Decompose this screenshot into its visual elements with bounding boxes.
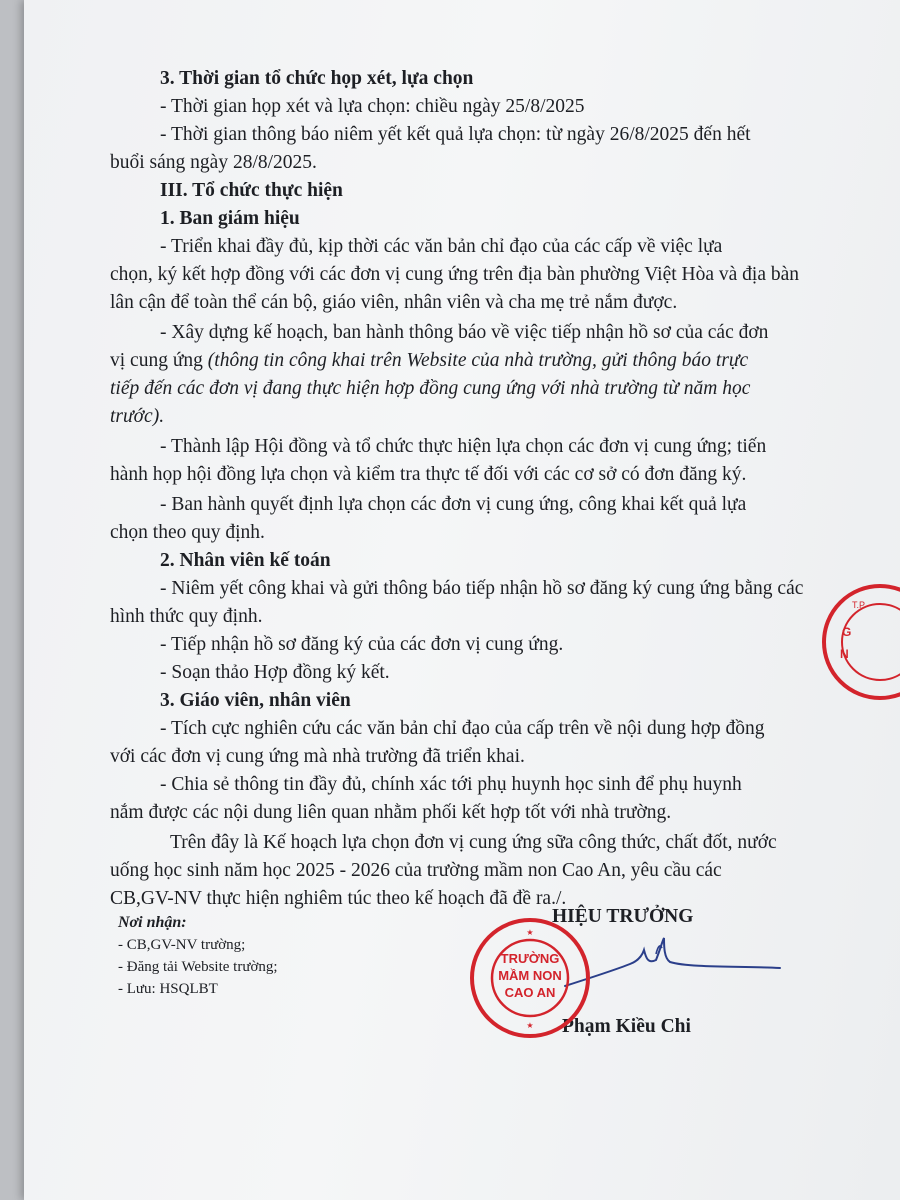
school-seal (468, 916, 592, 1040)
accountant-p3: - Soạn thảo Hợp đồng ký kết. (160, 662, 390, 683)
board-p2-l1: - Xây dựng kế hoạch, ban hành thông báo về việc tiếp nhận hồ sơ của các đơn (160, 322, 769, 343)
seal-line3: CAO AN (504, 985, 556, 1000)
teachers-heading: 3. Giáo viên, nhân viên (160, 690, 351, 711)
board-p2-l3: tiếp đến các đơn vị đang thực hiện hợp đồng cung ứng với nhà trường từ năm học (110, 378, 751, 399)
svg-text:★: ★ (526, 1021, 534, 1030)
closing-l2: uống học sinh năm học 2025 - 2026 của trường mầm non Cao An, yêu cầu các (110, 860, 722, 881)
principal-title: HIỆU TRƯỞNG (552, 906, 694, 927)
board-p3-l1: - Thành lập Hội đồng và tổ chức thực hiện lựa chọn các đơn vị cung ứng; tiến (160, 436, 767, 457)
svg-text:T.P: T.P (852, 600, 866, 610)
board-p2-l2-italic: (thông tin công khai trên Website của nhà trường, gửi thông báo trực (207, 350, 749, 371)
board-p2-l2-plain: vị cung ứng (110, 350, 208, 371)
accountant-heading: 2. Nhân viên kế toán (160, 550, 331, 571)
accountant-p2: - Tiếp nhận hồ sơ đăng ký của các đơn vị cung ứng. (160, 634, 564, 655)
meeting-time: - Thời gian họp xét và lựa chọn: chiều ngày 25/8/2025 (160, 96, 585, 117)
section-time-heading: 3. Thời gian tổ chức họp xét, lựa chọn (160, 68, 474, 89)
svg-text:N: N (840, 647, 849, 661)
board-p3-l2: hành họp hội đồng lựa chọn và kiểm tra thực tế đối với các cơ sở có đơn đăng ký. (110, 464, 747, 485)
closing-l3: CB,GV-NV thực hiện nghiêm túc theo kế hoạch đã đề ra./. (110, 888, 567, 909)
board-p2-l2 (110, 348, 810, 374)
board-heading: 1. Ban giám hiệu (160, 208, 300, 229)
teachers-p2-l1: - Chia sẻ thông tin đầy đủ, chính xác tới phụ huynh học sinh để phụ huynh (160, 774, 742, 795)
recipients-label: Nơi nhận: (118, 914, 187, 931)
teachers-p1-l1: - Tích cực nghiên cứu các văn bản chỉ đạo của cấp trên về nội dung hợp đồng (160, 718, 765, 739)
announce-time-line2: buổi sáng ngày 28/8/2025. (110, 152, 317, 173)
board-p4-l1: - Ban hành quyết định lựa chọn các đơn vị cung ứng, công khai kết quả lựa (160, 494, 747, 515)
board-p1-l3: lân cận để toàn thể cán bộ, giáo viên, nhân viên và cha mẹ trẻ nắm được. (110, 292, 678, 313)
accountant-p1-l1: - Niêm yết công khai và gửi thông báo tiếp nhận hồ sơ đăng ký cung ứng bằng các (160, 578, 804, 599)
recipient-item: - Đăng tải Website trường; (118, 959, 278, 975)
signature-scribble (560, 928, 790, 998)
svg-text:G: G (842, 625, 852, 639)
teachers-p1-l2: với các đơn vị cung ứng mà nhà trường đã triển khai. (110, 746, 525, 767)
board-p1-l1: - Triển khai đầy đủ, kịp thời các văn bản chỉ đạo của các cấp về việc lựa (160, 236, 723, 257)
recipient-item: - CB,GV-NV trường; (118, 937, 246, 953)
board-p2-l4: trước). (110, 406, 165, 427)
seal-line2: MẦM NON (498, 968, 562, 983)
recipient-item: - Lưu: HSQLBT (118, 981, 218, 997)
board-p1-l2: chọn, ký kết hợp đồng với các đơn vị cung ứng trên địa bàn phường Việt Hòa và địa bàn (110, 264, 800, 285)
section-impl-heading: III. Tổ chức thực hiện (160, 180, 343, 201)
teachers-p2-l2: nắm được các nội dung liên quan nhằm phối kết hợp tốt với nhà trường. (110, 802, 672, 823)
seal-line1: TRƯỜNG (500, 951, 560, 966)
svg-text:★: ★ (526, 928, 534, 937)
board-p4-l2: chọn theo quy định. (110, 522, 265, 543)
accountant-p1-l2: hình thức quy định. (110, 606, 263, 627)
edge-seal-icon (812, 574, 900, 710)
closing-l1: Trên đây là Kế hoạch lựa chọn đơn vị cung ứng sữa công thức, chất đốt, nước (170, 832, 777, 853)
announce-time-line1: - Thời gian thông báo niêm yết kết quả lựa chọn: từ ngày 26/8/2025 đến hết (160, 124, 751, 145)
principal-name: Phạm Kiều Chi (562, 1016, 691, 1037)
